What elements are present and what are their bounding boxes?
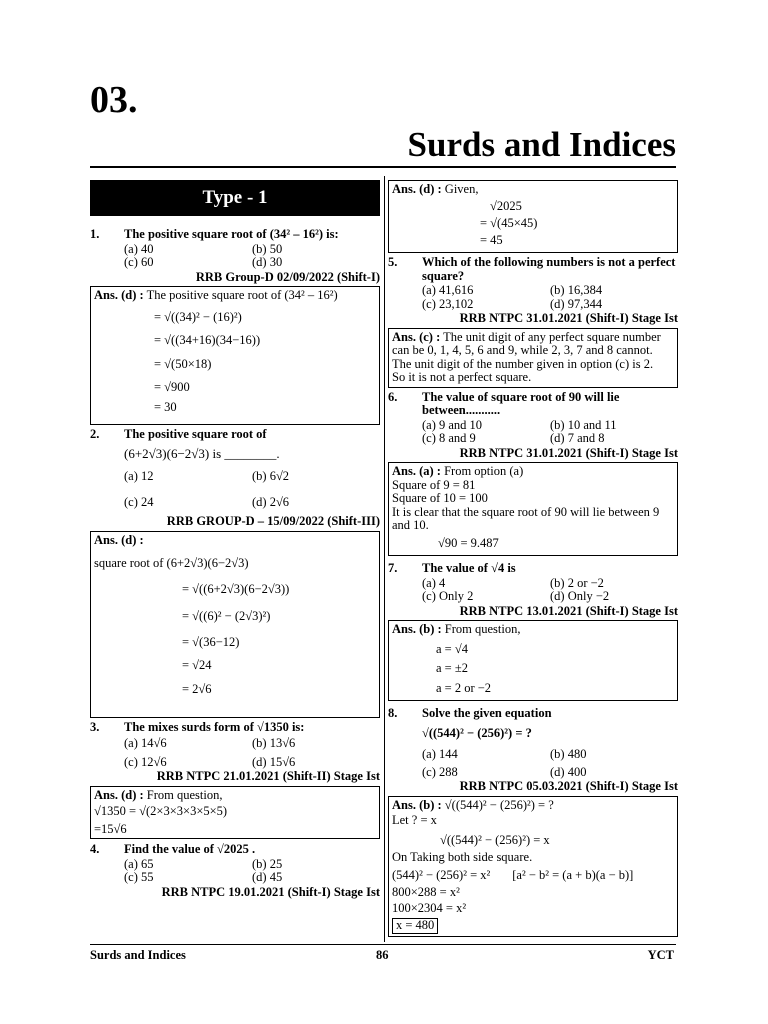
question-8: 8. Solve the given equation <box>388 706 552 720</box>
answer-6: Ans. (a) : From option (a) Square of 9 = 81 Square of 10 = 100 It is clear that the square root of 90 will lie between 9 and 10. √90 = 9.487 <box>388 462 678 556</box>
source-2: RRB GROUP-D – 15/09/2022 (Shift-III) <box>166 514 380 528</box>
footer-rule <box>90 944 676 945</box>
answer-7: Ans. (b) : From question, a = √4 a = ±2 a = 2 or −2 <box>388 620 678 701</box>
footer-brand: YCT <box>647 948 674 962</box>
question-3: 3. The mixes surds form of √1350 is: <box>90 719 305 734</box>
question-4: 4. Find the value of √2025 . <box>90 842 256 856</box>
source-6: RRB NTPC 31.01.2021 (Shift-I) Stage Ist <box>459 445 678 460</box>
options-2: (a) 12 (b) 6√2 (c) 24 (d) 2√6 <box>124 469 290 509</box>
source-1: RRB Group-D 02/09/2022 (Shift-I) <box>195 269 380 284</box>
answer-5: Ans. (c) : The unit digit of any perfect square number can be 0, 1, 4, 5, 6 and 9, while 2, 3, 7 and 8 cannot. The unit digit of the number given in option (c) is 2. So it is not a perfect square. <box>388 328 678 388</box>
question-8-expression: √((544)² − (256)²) = ? <box>422 725 532 740</box>
right-column <box>388 180 678 940</box>
question-2: 2. The positive square root of <box>90 427 267 441</box>
answer-2: Ans. (d) : square root of (6+2√3)(6−2√3) = √((6+2√3)(6−2√3)) = √((6)² − (2√3)²) = √(36−12) = √24 = 2√6 <box>90 531 380 718</box>
options-1: (a) 40 (b) 50 (c) 60 (d) 30 <box>124 241 283 269</box>
source-7: RRB NTPC 13.01.2021 (Shift-I) Stage Ist <box>459 603 678 618</box>
chapter-title: Surds and Indices <box>407 125 676 164</box>
column-divider <box>384 176 385 942</box>
source-8: RRB NTPC 05.03.2021 (Shift-I) Stage Ist <box>459 779 678 793</box>
question-7: 7. The value of √4 is <box>388 561 516 575</box>
answer-8: Ans. (b) : √((544)² − (256)²) = ? Let ? = x √((544)² − (256)²) = x On Taking both side square. (544)² − (256)² = x² [a² − b² = (a + b)(a − b)] 800×288 = x² 100×2304 = x² x = 480 <box>388 796 678 937</box>
options-5: (a) 41,616 (b) 16,384 (c) 23,102 (d) 97,344 <box>422 283 603 311</box>
answer-4: Ans. (d) : Given, √2025 = √(45×45) = 45 <box>388 180 678 253</box>
options-3: (a) 14√6 (b) 13√6 (c) 12√6 (d) 15√6 <box>124 736 296 769</box>
question-2-expression: (6+2√3)(6−2√3) is ________. <box>124 445 280 461</box>
page-number: 86 <box>376 948 389 962</box>
chapter-number: 03. <box>90 79 138 121</box>
options-6: (a) 9 and 10 (b) 10 and 11 (c) 8 and 9 (d) 7 and 8 <box>422 417 617 445</box>
source-3: RRB NTPC 21.01.2021 (Shift-II) Stage Ist <box>156 769 380 783</box>
options-7: (a) 4 (b) 2 or −2 (c) Only 2 (d) Only −2 <box>422 575 610 603</box>
left-column <box>90 180 380 901</box>
question-6: 6. The value of square root of 90 will lie between........... <box>388 389 620 417</box>
title-rule <box>90 166 676 168</box>
answer-3: Ans. (d) : From question, √1350 = √(2×3×3×3×5×5) =15√6 <box>90 786 380 840</box>
question-5: 5. Which of the following numbers is not a perfect square? <box>388 255 676 283</box>
source-4: RRB NTPC 19.01.2021 (Shift-I) Stage Ist <box>161 884 380 899</box>
source-5: RRB NTPC 31.01.2021 (Shift-I) Stage Ist <box>459 311 678 325</box>
question-1: 1. The positive square root of (34² – 16²) is: <box>90 227 339 241</box>
final-answer-box: x = 480 <box>392 918 438 934</box>
type-header: Type - 1 <box>90 180 380 216</box>
footer-title: Surds and Indices <box>90 948 186 962</box>
options-4: (a) 65 (b) 25 (c) 55 (d) 45 <box>124 856 283 884</box>
options-8: (a) 144 (b) 480 (c) 288 (d) 400 <box>422 747 587 779</box>
answer-1: Ans. (d) : The positive square root of (34² – 16²) = √((34)² − (16)²) = √((34+16)(34−16)) = √(50×18) = √900 = 30 <box>90 286 380 425</box>
